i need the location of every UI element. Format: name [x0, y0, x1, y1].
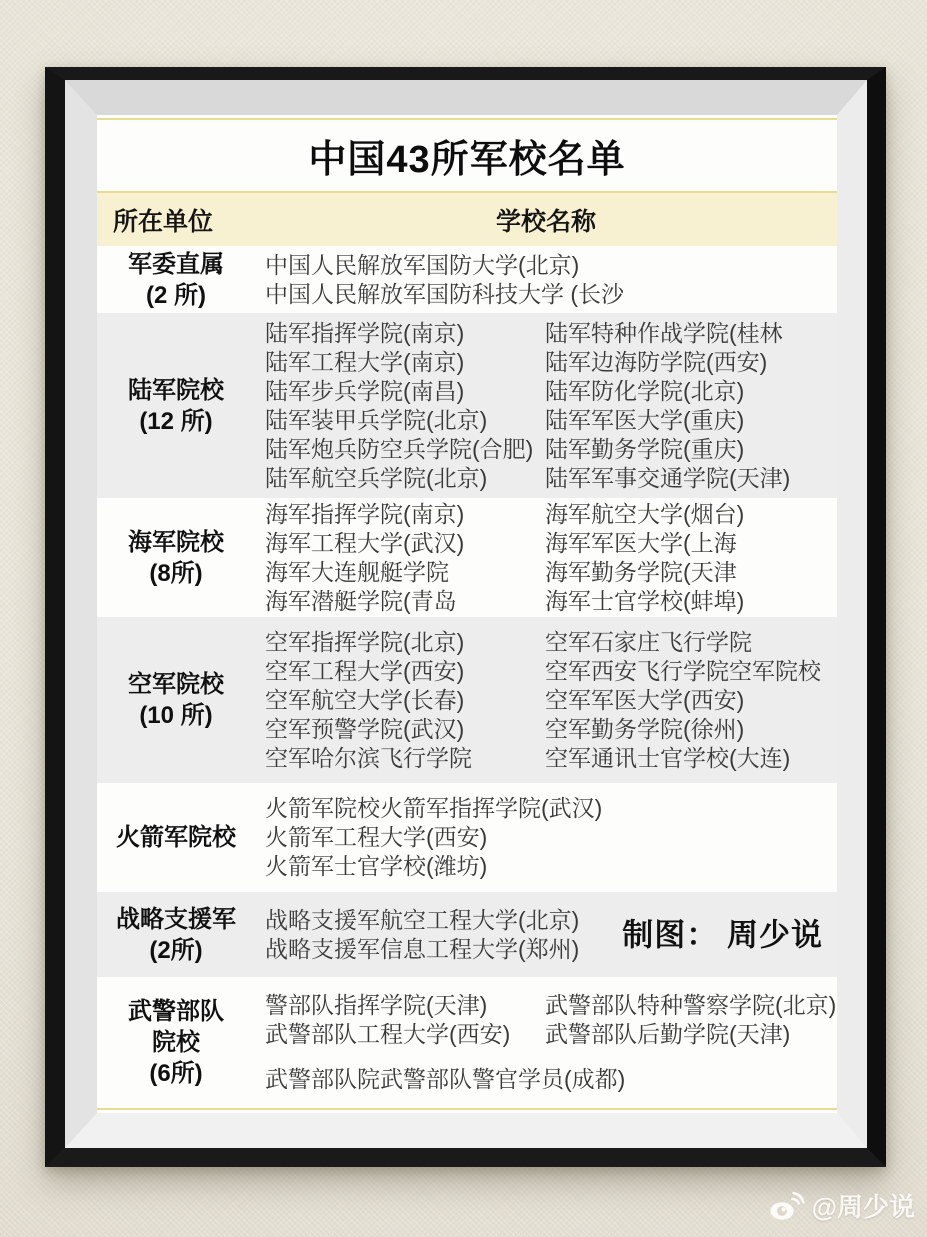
unit-label-line: 陆军院校	[128, 376, 224, 404]
school-list	[255, 906, 837, 964]
school-name: 陆军指挥学院(南京)	[265, 319, 465, 346]
school-column-2	[545, 628, 837, 773]
unit-label-line: (2所)	[149, 936, 203, 964]
page-title: 中国43所军校名单	[308, 139, 626, 181]
school-name: 战略支援军信息工程大学(郑州)	[265, 935, 580, 962]
school-name: 海军军医大学(上海	[545, 529, 737, 556]
school-name: 战略支援军航空工程大学(北京)	[265, 906, 580, 933]
school-name: 海军潜艇学院(青岛	[265, 587, 457, 614]
school-name: 陆军特种作战学院(桂林	[545, 319, 783, 346]
unit-label-line: (2 所)	[146, 281, 206, 309]
unit-label	[97, 904, 255, 966]
school-name: 火箭军工程大学(西安)	[265, 824, 488, 850]
unit-label-line: 战略支援军	[116, 905, 236, 933]
school-column-1	[265, 500, 545, 616]
unit-label-line: 军委直属	[128, 250, 224, 278]
unit-label	[97, 822, 255, 853]
school-name: 武警部队特种警察学院(北京)	[545, 992, 837, 1018]
unit-label	[97, 527, 255, 589]
school-name: 陆军军事交通学院(天津)	[545, 464, 791, 491]
unit-label	[97, 996, 255, 1089]
table-row-airforce	[97, 617, 837, 783]
frame-mat	[65, 80, 867, 1148]
school-name: 空军哈尔滨飞行学院	[265, 744, 472, 771]
school-columns	[265, 991, 837, 1049]
school-name: 空军西安飞行学院空军院校	[545, 657, 821, 684]
unit-label-line: (8所)	[149, 559, 203, 587]
school-name: 火箭军院校火箭军指挥学院(武汉)	[265, 795, 603, 821]
school-list	[255, 319, 837, 493]
unit-label	[97, 669, 255, 731]
school-name: 陆军勤务学院(重庆)	[545, 435, 745, 462]
school-name: 空军勤务学院(徐州)	[545, 715, 745, 742]
unit-label-line: (6所)	[149, 1060, 203, 1087]
school-name: 陆军军医大学(重庆)	[545, 406, 745, 433]
school-name: 空军工程大学(西安)	[265, 657, 465, 684]
poster-document	[97, 115, 837, 1113]
school-name: 中国人民解放军国防科技大学 (长沙	[265, 280, 625, 307]
school-list	[255, 628, 837, 773]
unit-label-line: (12 所)	[139, 407, 213, 435]
table-row-rocket-force	[97, 783, 837, 892]
school-column-1	[265, 319, 545, 493]
school-name: 空军航空大学(长春)	[265, 686, 465, 713]
school-name: 火箭军士官学校(潍坊)	[265, 853, 488, 879]
table-row-cmc-direct	[97, 246, 837, 313]
unit-label	[97, 249, 255, 311]
unit-label-line: 院校	[152, 1029, 200, 1056]
school-column-2	[545, 991, 837, 1049]
school-list	[255, 991, 837, 1094]
school-list	[255, 794, 837, 881]
credit-byline: 制图： 周少说	[622, 917, 823, 952]
school-name: 武警部队院武警部队警官学员(成都)	[265, 1066, 626, 1092]
table-row-strategic-support	[97, 892, 837, 977]
school-name: 陆军工程大学(南京)	[265, 348, 465, 375]
school-name: 陆军步兵学院(南昌)	[265, 377, 465, 404]
school-name: 空军军医大学(西安)	[545, 686, 745, 713]
school-column-1	[265, 628, 545, 773]
unit-label-line: 武警部队	[128, 998, 224, 1025]
watermark	[769, 1187, 915, 1224]
unit-label	[97, 375, 255, 437]
school-name: 海军航空大学(烟台)	[545, 500, 745, 527]
picture-frame	[45, 67, 886, 1167]
school-name: 海军工程大学(武汉)	[265, 529, 465, 556]
school-name: 中国人民解放军国防大学(北京)	[265, 251, 580, 278]
table-row-armed-police	[97, 977, 837, 1108]
school-column-2	[545, 319, 837, 493]
title-band	[97, 120, 837, 191]
unit-label-line: 海军院校	[128, 528, 224, 556]
school-name: 陆军炮兵防空兵学院(合肥)	[265, 435, 534, 462]
school-name: 空军通讯士官学校(大连)	[545, 744, 791, 771]
school-name: 陆军装甲兵学院(北京)	[265, 406, 488, 433]
watermark-handle: @周少说	[811, 1192, 915, 1222]
weibo-icon	[769, 1190, 805, 1221]
school-name: 海军指挥学院(南京)	[265, 500, 465, 527]
school-name: 海军士官学校(蚌埠)	[545, 587, 745, 614]
school-name: 陆军航空兵学院(北京)	[265, 464, 488, 491]
unit-label-line: (10 所)	[139, 702, 213, 729]
column-header-school: 学校名称	[495, 207, 596, 236]
school-name: 武警部队后勤学院(天津)	[545, 1021, 791, 1047]
school-name: 空军预警学院(武汉)	[265, 715, 465, 742]
school-name: 陆军防化学院(北京)	[545, 377, 745, 404]
school-list	[255, 500, 837, 616]
column-header-unit: 所在单位	[113, 207, 214, 236]
poster-bottom-margin	[97, 1110, 837, 1113]
school-name: 空军指挥学院(北京)	[265, 628, 465, 655]
school-name: 陆军边海防学院(西安)	[545, 348, 768, 375]
school-name: 警部队指挥学院(天津)	[265, 992, 488, 1018]
school-name: 空军石家庄飞行学院	[545, 628, 752, 655]
table-row-navy	[97, 498, 837, 617]
table-row-army	[97, 313, 837, 498]
school-column-1	[265, 991, 545, 1049]
school-name: 海军勤务学院(天津	[545, 558, 737, 585]
school-list	[255, 251, 837, 309]
school-name: 武警部队工程大学(西安)	[265, 1021, 511, 1047]
school-column-2	[545, 500, 837, 616]
school-name: 海军大连舰艇学院	[265, 558, 449, 585]
table-header	[97, 193, 837, 246]
unit-label-line: 火箭军院校	[116, 824, 236, 851]
unit-label-line: 空军院校	[128, 671, 224, 698]
